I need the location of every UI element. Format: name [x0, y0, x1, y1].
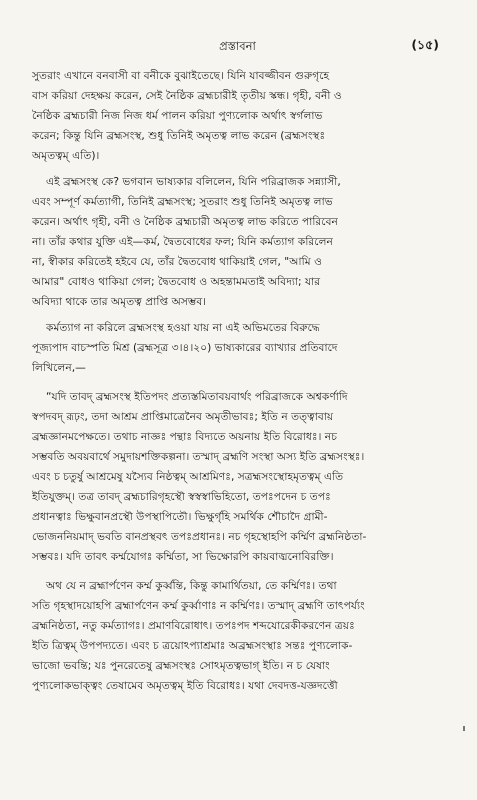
text-line: এবং সম্পূর্ণ কর্মত্যাগী, তিনিই ব্রহ্মসংস্থ; সুতরাং শুধু তিনিই অমৃতত্ব লাভ: [32, 195, 333, 208]
quotation-2: [32, 576, 448, 696]
text-line: স্বপদবদ্ রূঢ়ং, তদা আশ্রম প্রাপ্তিমাত্রেনৈব অমৃতীভাবঃ; ইতি ন তত্ত্বাবায়: [32, 410, 334, 423]
text-line: সুতরাং এখানে বনবাসী বা বনীকে বুঝাইতেছে। যিনি যাবজ্জীবন গুরুগৃহে: [32, 69, 330, 82]
text-line: এই ব্রহ্মসংস্থ কে? ভগবান ভাষ্যকার বলিলেন, যিনি পরিব্রাজক সন্ন্যাসী,: [46, 175, 341, 188]
text-line: “যদি তাবদ্ ব্রহ্মসংস্থ ইতিপদং প্রত্যস্তমিতাবয়বার্থং পরিব্রাজকে অশ্বকর্ণাদি: [46, 390, 348, 403]
text-line: করেন। অর্থাৎ গৃহী, বনী ও নৈষ্ঠিক ব্রহ্মচারী অমৃতত্ব লাভ করিতে পারিবেন: [32, 215, 338, 228]
text-line: করেন; কিন্তু যিনি ব্রহ্মসংস্থ, শুধু তিনিই অমৃতত্ব লাভ করেন (ব্রহ্মসংস্থঃ: [32, 129, 326, 142]
text-line: ভোজননিয়মাদ্ ভবতি বানপ্রস্থবৎ তপঃপ্রধানঃ। নচ গৃহস্থোহপি কর্ম্মিণ ব্রহ্মনিষ্ঠতা-: [32, 530, 367, 543]
text-line: অমৃতত্বম্ এতি)।: [32, 149, 100, 162]
quotation-1: [32, 387, 448, 567]
text-line: প্রধানত্বাঃ ভিক্ষুবানপ্রস্থৌ উপস্থাপিতৌ। ভিক্ষুর্গৃহি সমর্থিক শৌচাদৈ গ্রামী-: [32, 510, 328, 523]
text-line: সম্ভবঃ। যদি তাবৎ কর্ম্মযোগঃ কর্ম্মিতা, সা ভিক্ষোরপি কায়বাঙ্মনোবিরক্তি।: [32, 550, 334, 563]
page-number: (১৫): [411, 37, 439, 52]
text-line: না। তাঁর কথার যুক্তি এই—কর্ম, দ্বৈতবোধের ফল; যিনি কর্মত্যাগ করিলেন: [32, 235, 333, 248]
text-line: ইতিযুক্তম্। তত্র তাবদ্ ব্রহ্মচারিগৃহস্থৌ স্বস্বস্বাভিহিতো, তপঃপদেন চ তপঃ: [32, 490, 331, 503]
paragraph-2: [32, 172, 448, 312]
text-line: লিখিলেন,—: [32, 361, 86, 374]
text-line: অবিদ্যা থাকে তার অমৃতত্ব প্রাপ্তি অসম্ভব।: [32, 295, 207, 308]
paragraph-1: [32, 66, 448, 166]
page-header: [30, 36, 445, 58]
text-line: পুণ্যলোকভাক্ত্বং তেষামেব অমৃতত্বম্ ইতি বিরোধঃ। যথা দেবদত্ত-যজ্ঞদত্তৌ: [32, 679, 338, 692]
scan-speck: [463, 726, 465, 731]
text-line: সতি গৃহস্থাদয়োহপি ব্রহ্মার্পণেন কর্ম্ম কুর্ব্বাণাঃ ন কর্ম্মিণঃ। তস্মাদ্ ব্রহ্মণি তাৎপর্য্যং: [32, 599, 365, 612]
page-body: [32, 66, 448, 696]
text-line: ব্রহ্মনিষ্ঠতা, নতু কর্মত্যাগঃ। প্রমাণবিরোধাৎ। তপঃপদ শব্দযোরেকীকরণেন ত্রয়ঃ: [32, 619, 355, 632]
text-line: সম্ভবতি অবয়বার্থে সমুদায়শক্তিকল্পনা। তস্মাদ্ ব্রহ্মণি সংস্থা অস্য ইতি ব্রহ্মসংস্থঃ।: [32, 450, 365, 463]
text-line: ভাজো ভবন্তি; যঃ পুনরেতেষু ব্রহ্মসংস্থঃ সোঽমৃতত্বভাগ্ ইতি। ন চ যেষাং: [32, 659, 330, 672]
text-line: পূজ্যপাদ বাচস্পতি মিশ্র (ব্রহ্মসূত্র ৩।৪।২০) ভাষ্যকারের ব্যাখ্যার প্রতিবাদে: [32, 341, 338, 354]
text-line: কর্মত্যাগ না করিলে ব্রহ্মসংস্থ হওয়া যায় না এই অভিমতের বিরুদ্ধে: [46, 321, 320, 334]
text-line: এবং চ চতুর্ষু আশ্রমেষু যস্যৈব নিষ্ঠত্বম্ আশ্রমিণঃ, সত্রহ্মসংস্থোহমৃতত্বম্ এতি: [32, 470, 344, 483]
text-line: বাস করিয়া দেহক্ষয় করেন, সেই নৈষ্ঠিক ব্রহ্মচারীই তৃতীয় স্কন্ধ। গৃহী, বনী ও: [32, 89, 342, 102]
text-line: অথ যে ন ব্রহ্মার্পণেন কর্ম্ম কুর্ব্বন্তি, কিন্তু কামার্থিতয়া, তে কর্ম্মিণঃ। তথা: [46, 579, 337, 592]
text-line: না, স্বীকার করিতেই হইবে যে, তাঁর দ্বৈতবোধ থাকিয়াই গেল, "আমি ও: [32, 255, 322, 268]
text-line: ইতি ত্রিত্বম্ উপপদ্যতে। এবং চ ত্রয়োঽপ্যাশ্রমাঃ অব্রহ্মসংস্থাঃ সন্তঃ পুণ্যলোক-: [32, 639, 353, 652]
text-line: নৈষ্ঠিক ব্রহ্মচারী নিজ নিজ ধর্ম পালন করিয়া পুণ্যলোক অর্থাৎ স্বর্গলাভ: [32, 109, 323, 122]
text-line: আমার" বোধও থাকিয়া গেল; দ্বৈতবোধ ও অহন্তামমতাই অবিদ্যা; যার: [32, 275, 321, 288]
running-title: প্রস্তাবনা: [219, 39, 256, 53]
paragraph-3: [32, 318, 448, 378]
text-line: ব্রহ্মজ্ঞানমপেক্ষতে। তথাচ নাজ্ঞঃ পন্থাঃ বিদ্যতে অয়নায় ইতি বিরোধঃ। নচ: [32, 430, 337, 443]
